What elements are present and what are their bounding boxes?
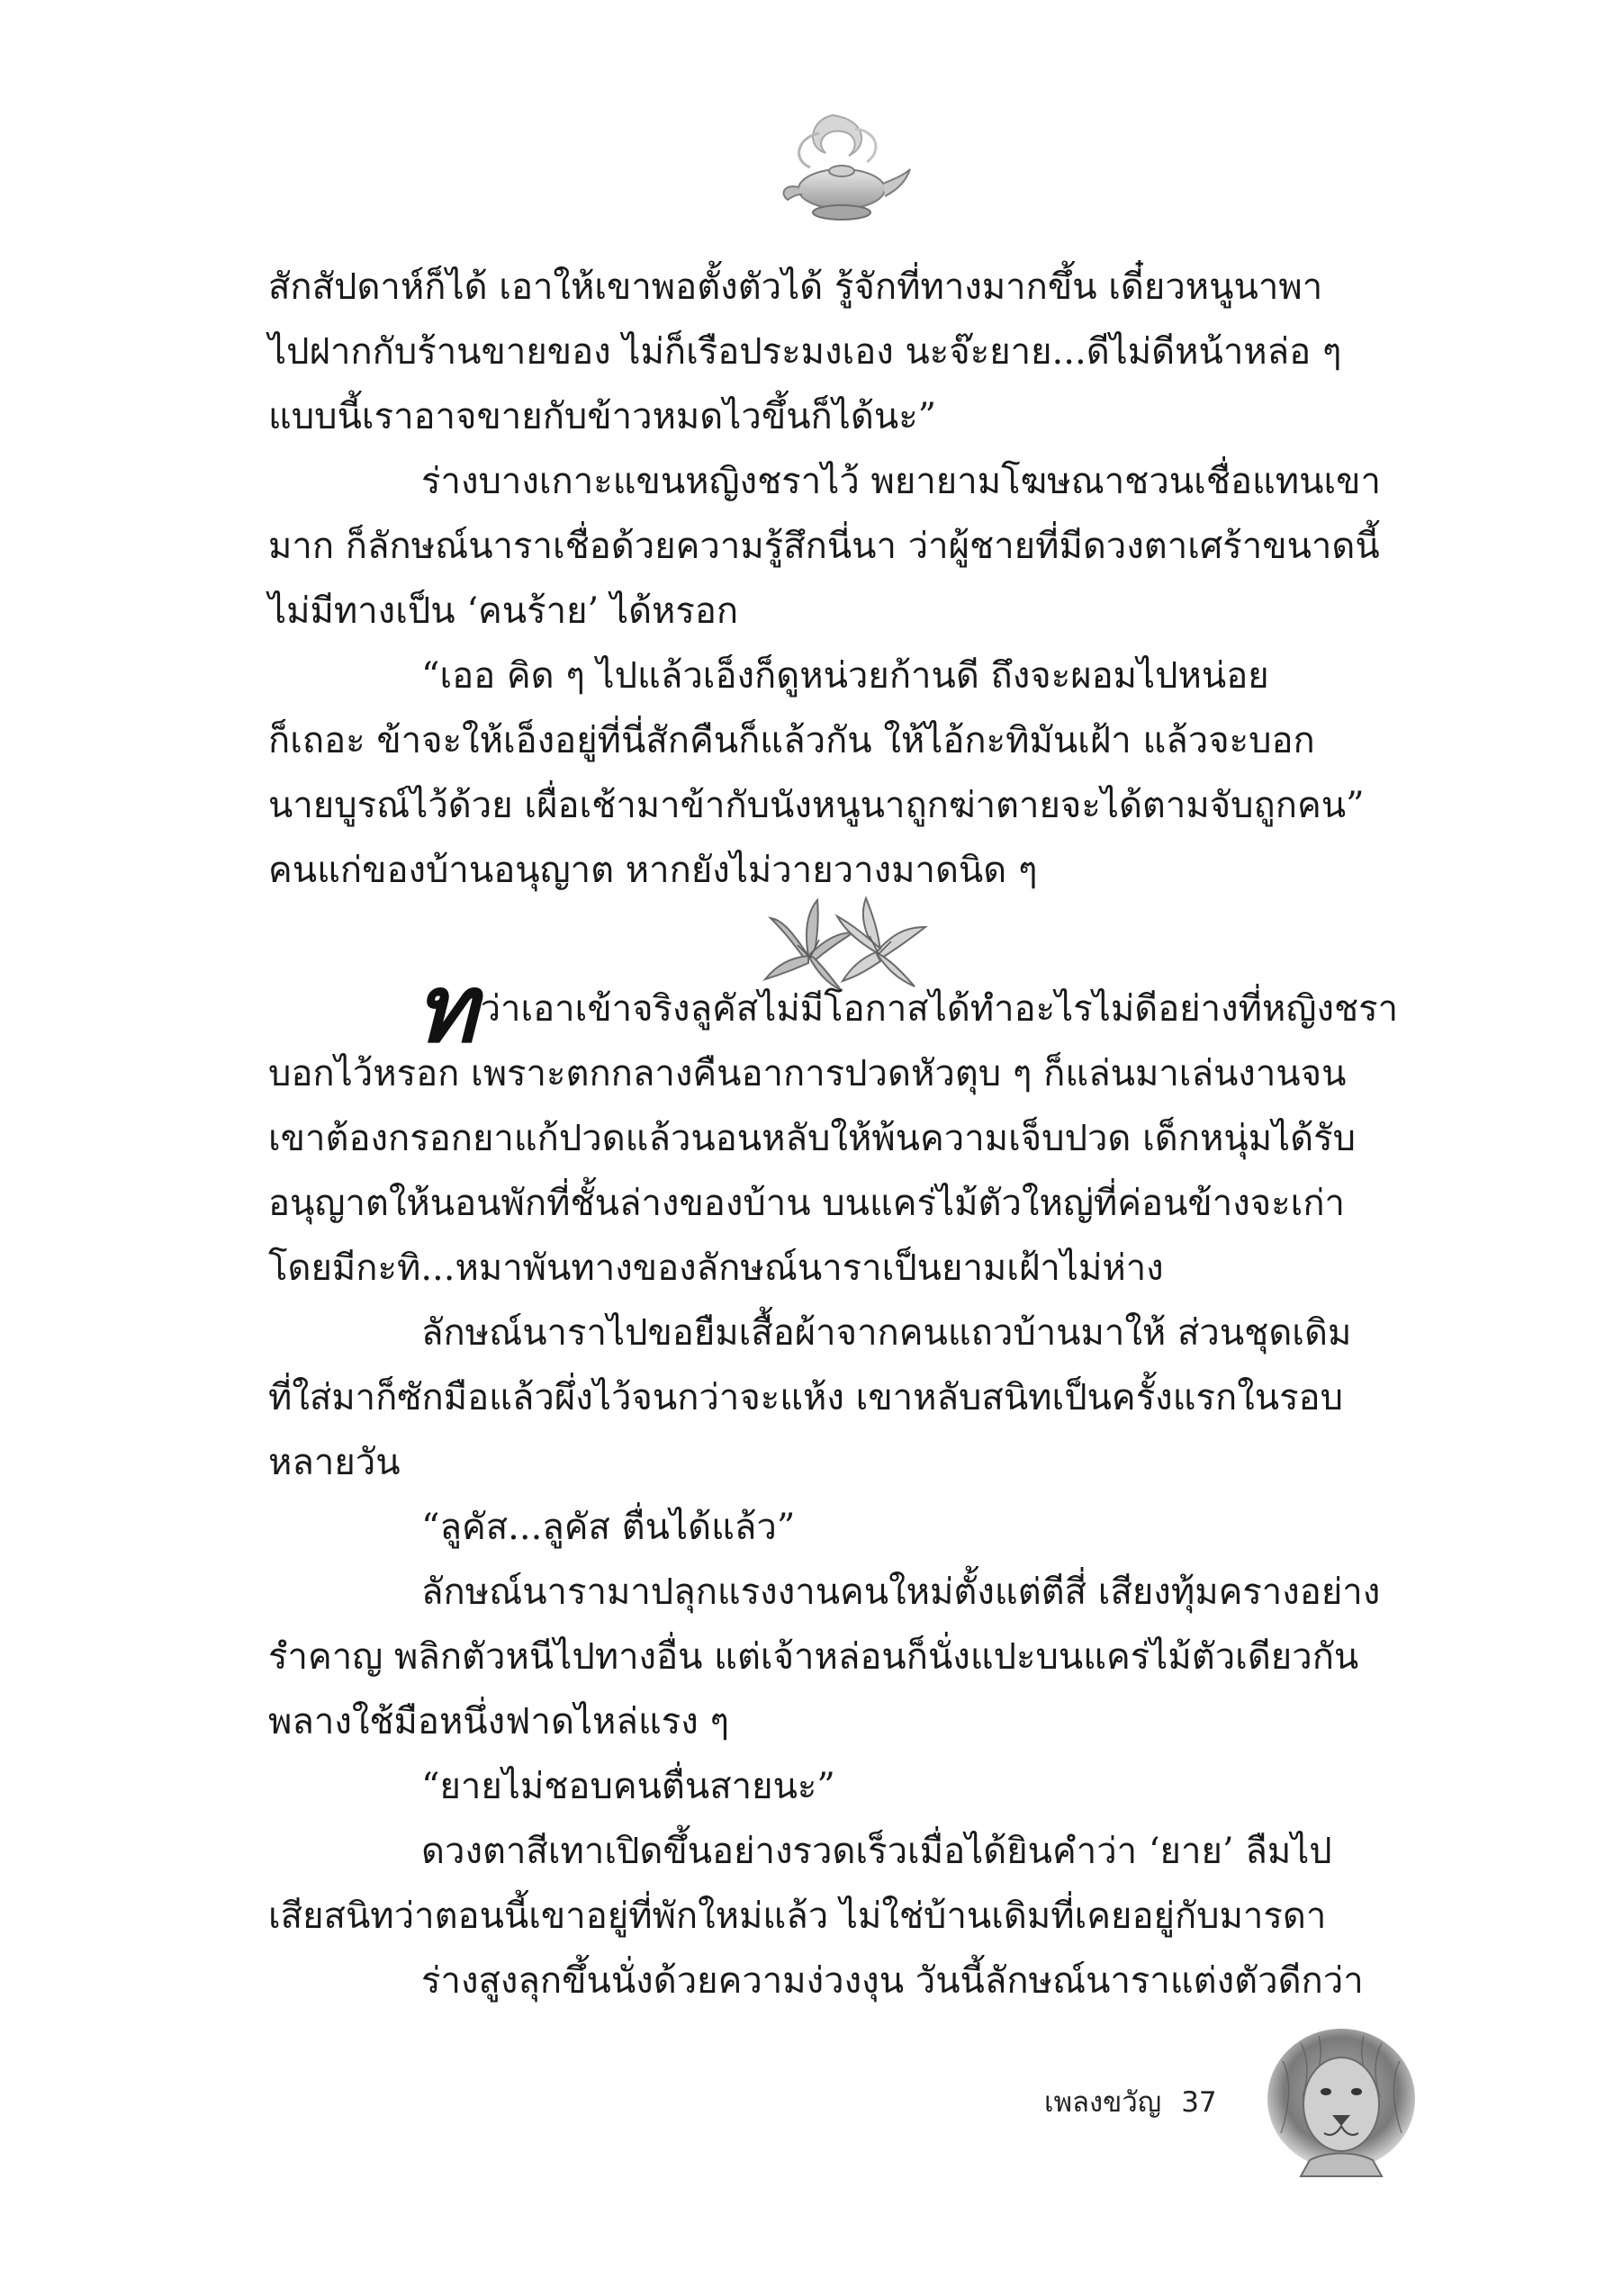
dropcap-line — [268, 953, 1399, 1064]
text-block-top — [268, 255, 1393, 903]
paragraph-start-line: ลักษณ์นารามาปลุกแรงงานคนใหม่ตั้งแต่ตีสี่ เสียงทุ้มครางอย่าง — [421, 1571, 1381, 1613]
text-line: นายบูรณ์ไว้ด้วย เผื่อเช้ามาข้ากับนังหนูนาถูกฆ่าตายจะได้ตามจับถูกคน” — [268, 785, 1365, 826]
book-title: เพลงขวัญ — [1044, 2086, 1162, 2119]
text-line: สักสัปดาห์ก็ได้ เอาให้เขาพอตั้งตัวได้ รู้จักที่ทางมากขึ้น เดี๋ยวหนูนาพา — [268, 266, 1323, 308]
genie-lamp-ornament — [770, 106, 914, 232]
text-line: ที่ใส่มาก็ซักมือแล้วผึ่งไว้จนกว่าจะแห้ง เขาหลับสนิทเป็นครั้งแรกในรอบ — [268, 1377, 1343, 1418]
paragraph-start-line: ลักษณ์นาราไปขอยืมเสื้อผ้าจากคนแถวบ้านมาให้ ส่วนชุดเดิม — [421, 1312, 1352, 1354]
paragraph-start-line: ดวงตาสีเทาเปิดขึ้นอย่างรวดเร็วเมื่อได้ยินคำว่า ‘ยาย’ ลืมไป — [421, 1831, 1332, 1872]
text-block-bottom — [268, 953, 1399, 2013]
text-line: หลายวัน — [268, 1442, 401, 1483]
lion-head-ornament — [1256, 2025, 1427, 2178]
paragraph-start-line: ร่างบางเกาะแขนหญิงชราไว้ พยายามโฆษณาชวนเชื่อแทนเขา — [421, 461, 1381, 502]
text-line: ไม่มีทางเป็น ‘คนร้าย’ ได้หรอก — [268, 590, 739, 632]
text-line: อนุญาตให้นอนพักที่ชั้นล่างของบ้าน บนแคร่ไม้ตัวใหญ่ที่ค่อนข้างจะเก่า — [268, 1183, 1346, 1224]
text-line: เขาต้องกรอกยาแก้ปวดแล้วนอนหลับให้พ้นความเจ็บปวด เด็กหนุ่มได้รับ — [268, 1118, 1357, 1159]
text-line: มาก ก็ลักษณ์นาราเชื่อด้วยความรู้สึกนี่นา ว่าผู้ชายที่มีดวงตาเศร้าขนาดนี้ — [268, 526, 1380, 567]
paragraph-start-line: “ยายไม่ชอบคนตื่นสายนะ” — [421, 1766, 835, 1807]
paragraph-start-line: “เออ คิด ๆ ไปแล้วเอ็งก็ดูหน่วยก้านดี ถึงจะผอมไปหน่อย — [421, 655, 1269, 697]
paragraph-start-line: “ลูคัส...ลูคัส ตื่นได้แล้ว” — [421, 1507, 796, 1548]
text-line: คนแก่ของบ้านอนุญาต หากยังไม่วายวางมาดนิด ๆ — [268, 850, 1038, 891]
text-line: ก็เถอะ ข้าจะให้เอ็งอยู่ที่นี่สักคืนก็แล้วกัน ให้ไอ้กะทิมันเฝ้า แล้วจะบอก — [268, 720, 1315, 761]
page-number: 37 — [1181, 2086, 1217, 2119]
drop-cap: ท — [415, 953, 477, 1064]
text-line: เสียสนิทว่าตอนนี้เขาอยู่ที่พักใหม่แล้ว ไม่ใช่บ้านเดิมที่เคยอยู่กับมารดา — [268, 1895, 1327, 1937]
paragraph-start-line: ร่างสูงลุกขึ้นนั่งด้วยความง่วงงุน วันนี้ลักษณ์นาราแต่งตัวดีกว่า — [421, 1960, 1364, 2002]
text-line: ไปฝากกับร้านขายของ ไม่ก็เรือประมงเอง นะจ๊ะยาย...ดีไม่ดีหน้าหล่อ ๆ — [268, 331, 1342, 373]
page-footer — [1044, 2079, 1217, 2124]
text-line: บอกไว้หรอก เพราะตกกลางคืนอาการปวดหัวตุบ ๆ ก็แล่นมาเล่นงานจน — [268, 1053, 1347, 1094]
text-line: แบบนี้เราอาจขายกับข้าวหมดไวขึ้นก็ได้นะ” — [268, 396, 937, 437]
text-line: พลางใช้มือหนึ่งฟาดไหล่แรง ๆ — [268, 1701, 729, 1742]
dropcap-line-text: ว่าเอาเข้าจริงลูคัสไม่มีโอกาสได้ทำอะไรไม่ดีอย่างที่หญิงชรา — [480, 988, 1399, 1030]
text-line: รำคาญ พลิกตัวหนีไปทางอื่น แต่เจ้าหล่อนก็นั่งแปะบนแคร่ไม้ตัวเดียวกัน — [268, 1636, 1359, 1678]
text-line: โดยมีกะทิ...หมาพันทางของลักษณ์นาราเป็นยามเฝ้าไม่ห่าง — [268, 1247, 1164, 1289]
